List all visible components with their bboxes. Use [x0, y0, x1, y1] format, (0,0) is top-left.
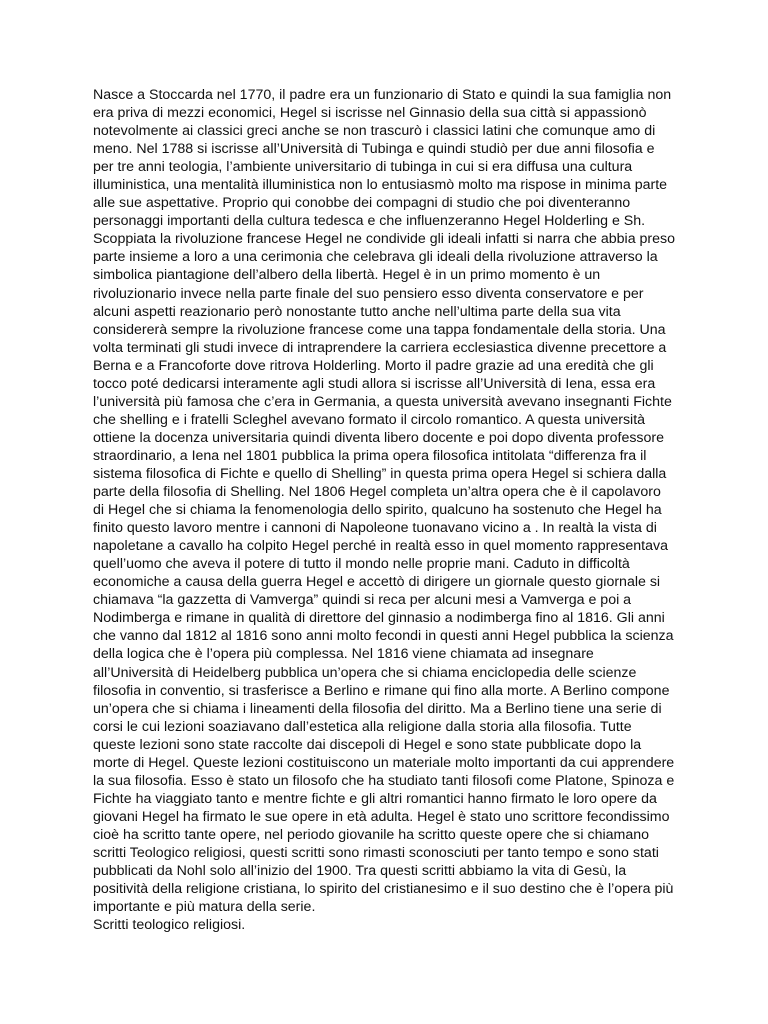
- text-line: Scoppiata la rivoluzione francese Hegel ne condivide gli ideali infatti si narra che abbia preso: [93, 231, 676, 248]
- text-line: volta terminati gli studi invece di intraprendere la carriera ecclesiastica divenne precettore a: [93, 339, 667, 356]
- text-line: straordinario, a Iena nel 1801 pubblica la prima opera filosofica intitolata “differenza fra il: [93, 447, 647, 464]
- text-line: simbolica piantagione dell’albero della libertà. Hegel è in un primo momento è un: [93, 267, 601, 284]
- text-line: parte insieme a loro a una cerimonia che celebrava gli ideali della rivoluzione attraverso la: [93, 249, 658, 266]
- text-line: alcuni aspetti reazionario però nonostante tutto anche nell’ultima parte della sua vita: [93, 303, 621, 320]
- text-line: scritti Teologico religiosi, questi scritti sono rimasti sconosciuti per tanto tempo e sono stati: [93, 844, 659, 861]
- text-line: meno. Nel 1788 si iscrisse all’Università di Tubinga e quindi studiò per due anni filosofia e: [93, 141, 655, 158]
- text-line: illuministica, una mentalità illuministica non lo entusiasmò molto ma rispose in minima parte: [93, 177, 668, 194]
- text-line: personaggi importanti della cultura tedesca e che influenzeranno Hegel Holderling e Sh.: [93, 213, 646, 230]
- text-line: ottiene la docenza universitaria quindi diventa libero docente e poi dopo diventa professore: [93, 429, 665, 446]
- text-line: Nasce a Stoccarda nel 1770, il padre era un funzionario di Stato e quindi la sua famiglia non: [93, 87, 672, 103]
- document-body-text: [93, 86, 688, 934]
- text-line: corsi le cui lezioni soaziavano dall’estetica alla religione dalla storia alla filosofia. Tutte: [93, 718, 632, 735]
- text-line: Scritti teologico religiosi.: [93, 917, 246, 934]
- text-line: quell’uomo che aveva il potere di tutto il mondo nelle proprie mani. Caduto in difficoltà: [93, 556, 630, 573]
- text-line: napoletane a cavallo ha colpito Hegel perché in realtà esso in quel momento rappresentava: [93, 538, 668, 555]
- text-line: che vanno dal 1812 al 1816 sono anni molto fecondi in questi anni Hegel pubblica la scienza: [93, 628, 674, 645]
- text-line: per tre anni teologia, l’ambiente universitario di tubinga in cui si era diffusa una cultura: [93, 159, 633, 176]
- text-line: queste lezioni sono state raccolte dai discepoli di Hegel e sono state pubblicate dopo la: [93, 736, 642, 753]
- text-line: alle sue aspettative. Proprio qui conobbe dei compagni di studio che poi diventeranno: [93, 195, 631, 212]
- text-line: cioè ha scritto tante opere, nel periodo giovanile ha scritto queste opere che si chiamano: [93, 826, 650, 843]
- text-line: pubblicati da Nohl solo all’inizio del 1900. Tra questi scritti abbiamo la vita di Gesù, la: [93, 863, 627, 880]
- text-line: della logica che è l’opera più complessa. Nel 1816 viene chiamata ad insegnare: [93, 646, 594, 663]
- text-line: Nodimberga e rimane in qualità di direttore del ginnasio a nodimberga fino al 1816. Gli anni: [93, 610, 665, 627]
- text-line: un’opera che si chiama i lineamenti della filosofia del diritto. Ma a Berlino tiene una serie di: [93, 700, 662, 717]
- text-line: filosofia in conventio, si trasferisce a Berlino e rimane qui fino alla morte. A Berlino compone: [93, 682, 670, 699]
- text-line: considererà sempre la rivoluzione francese come una tappa fondamentale della storia. Una: [93, 321, 666, 338]
- text-line: all’Università di Heidelberg pubblica un’opera che si chiama enciclopedia delle scienze: [93, 664, 637, 681]
- text-line: economiche a causa della guerra Hegel e accettò di dirigere un giornale questo giornale si: [93, 574, 661, 591]
- text-line: rivoluzionario invece nella parte finale del suo pensiero esso diventa conservatore e per: [93, 285, 644, 302]
- text-line: Fichte ha viaggiato tanto e mentre fichte e gli altri romantici hanno firmato le loro opere da: [93, 790, 657, 807]
- text-line: che shelling e i fratelli Scleghel avevano formato il circolo romantico. A questa università: [93, 411, 646, 428]
- text-line: notevolmente ai classici greci anche se non trascurò i classici latini che comunque amo di: [93, 123, 656, 140]
- text-line: finito questo lavoro mentre i cannoni di Napoleone tuonavano vicino a . In realtà la vista di: [93, 520, 657, 537]
- text-line: la sua filosofia. Esso è stato un filosofo che ha studiato tanti filosofi come Platone, Spinoza e: [93, 772, 675, 789]
- text-line: sistema filosofica di Fichte e quello di Shelling” in questa prima opera Hegel si schiera dalla: [93, 465, 667, 482]
- text-line: positività della religione cristiana, lo spirito del cristianesimo e il suo destino che è l’opera più: [93, 881, 674, 898]
- text-line: tocco poté dedicarsi interamente agli studi allora si iscrisse all’Università di Iena, essa era: [93, 375, 656, 392]
- text-line: chiamava “la gazzetta di Vamverga” quindi si reca per alcuni mesi a Vamverga e poi a: [93, 592, 632, 609]
- text-line: parte della filosofia di Shelling. Nel 1806 Hegel completa un’altra opera che è il capolavoro: [93, 484, 661, 501]
- text-line: Berna e a Francoforte dove ritrova Holderling. Morto il padre grazie ad una eredità che gli: [93, 357, 654, 374]
- text-line: l’università più famosa che c’era in Germania, a questa università avevano insegnanti Fichte: [93, 393, 672, 410]
- text-line: era priva di mezzi economici, Hegel si iscrisse nel Ginnasio della sua città si appassionò: [93, 105, 647, 122]
- text-line: morte di Hegel. Queste lezioni costituiscono un materiale molto importanti da cui apprendere: [93, 754, 675, 771]
- text-line: di Hegel che si chiama la fenomenologia dello spirito, qualcuno ha sostenuto che Hegel ha: [93, 502, 662, 519]
- text-line: giovani Hegel ha firmato le sue opere in età adulta. Hegel è stato uno scrittore fecondissimo: [93, 808, 670, 825]
- text-line: importante e più matura della serie.: [93, 899, 316, 916]
